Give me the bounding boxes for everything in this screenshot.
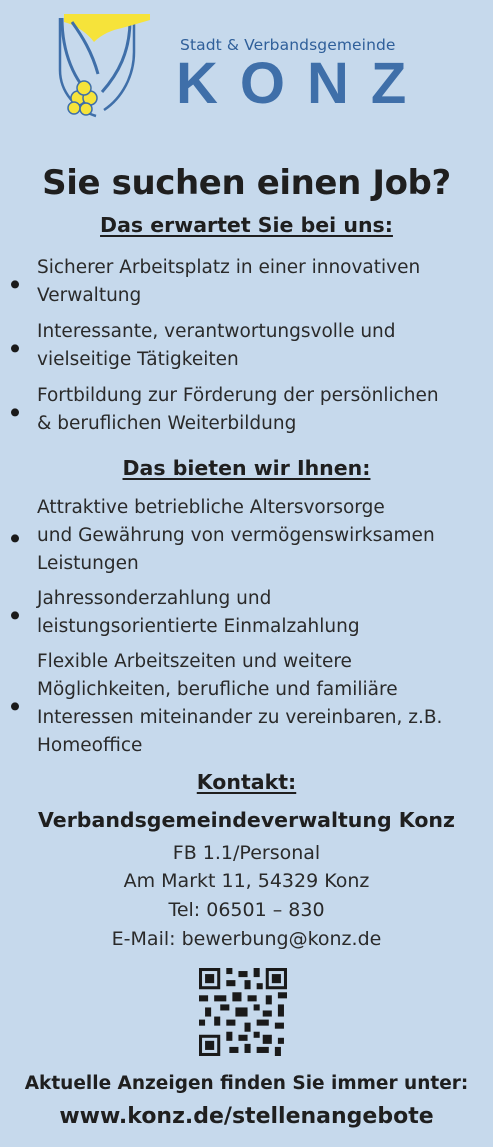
bullet-icon — [11, 280, 19, 288]
offer-heading: Das bieten wir Ihnen: — [122, 456, 371, 480]
contact-phone: Tel: 06501 – 830 — [168, 899, 325, 921]
contact-email[interactable]: E-Mail: bewerbung@konz.de — [111, 928, 382, 950]
bullet-icon — [11, 702, 19, 710]
list-item: Attraktive betriebliche Altersvorsorge und Gewährung von vermögenswirksamen Leistungen — [0, 494, 493, 578]
qr-code-icon[interactable] — [199, 968, 287, 1056]
bullet-icon — [11, 344, 19, 352]
contact-heading: Kontakt: — [196, 770, 297, 794]
bullet-icon — [11, 611, 19, 619]
page-title: Sie suchen einen Job? — [42, 163, 451, 203]
brand-subtitle: Stadt & Verbandsgemeinde — [180, 36, 396, 54]
list-item: Interessante, verantwortungsvolle und vielseitige Tätigkeiten — [0, 318, 493, 374]
list-item: Fortbildung zur Förderung der persönlichen & beruflichen Weiterbildung — [0, 382, 493, 438]
offer-list — [0, 494, 493, 760]
bullet-icon — [11, 534, 19, 542]
list-item: Sicherer Arbeitsplatz in einer innovativen Verwaltung — [0, 254, 493, 310]
footer-note: Aktuelle Anzeigen finden Sie immer unter: — [24, 1073, 469, 1094]
brand-name: KONZ — [176, 51, 429, 116]
list-item: Jahressonderzahlung und leistungsorientierte Einmalzahlung — [0, 585, 493, 641]
contact-department: FB 1.1/Personal — [172, 842, 321, 864]
expect-heading: Das erwartet Sie bei uns: — [100, 213, 393, 237]
konz-logo-icon — [52, 12, 182, 120]
contact-organization: Verbandsgemeindeverwaltung Konz — [38, 808, 455, 832]
bullet-icon — [11, 408, 19, 416]
footer-url-link[interactable]: www.konz.de/stellenangebote — [59, 1104, 434, 1129]
contact-address: Am Markt 11, 54329 Konz — [123, 870, 370, 892]
expect-list — [0, 254, 493, 438]
list-item: Flexible Arbeitszeiten und weitere Möglichkeiten, berufliche und familiäre Interessen miteinander zu vereinbaren, z.B. Homeoffice — [0, 648, 493, 760]
